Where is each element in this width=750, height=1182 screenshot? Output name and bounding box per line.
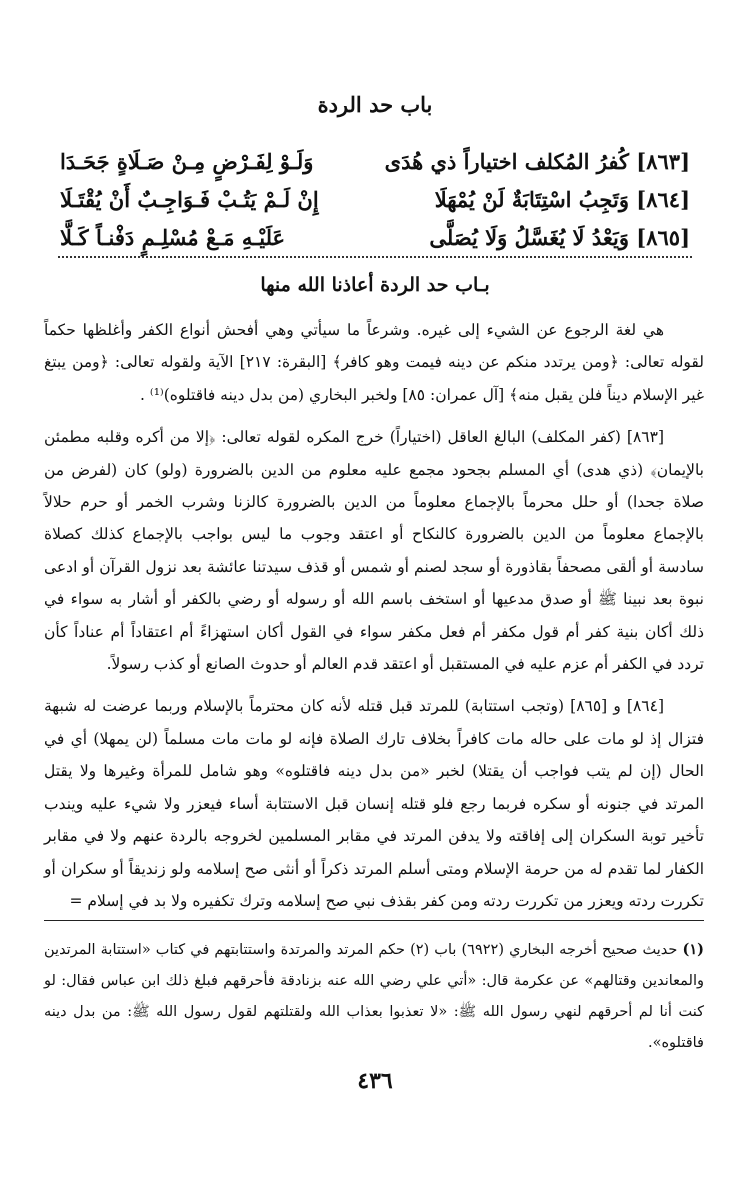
page-number: ٤٣٦ (357, 1068, 393, 1094)
verse-line (60, 143, 690, 181)
section-heading: بـاب حد الردة أعاذنا الله منها (260, 274, 490, 296)
verse-first-hemistich: [٨٦٥] وَيَعْدُ لَا يُغَسَّلُ وَلَا يُصَلَّى (429, 225, 690, 250)
paragraph: [٨٦٤] و [٨٦٥] (وتجب استتابة) للمرتد قبل قتله لأنه كان محترماً بالإسلام وربما عرضت له شبهة فتزال إذ لو مات على حاله مات كافراً بخلاف تارك الصلاة فإنه لو مات مات مسلماً (لن يمهلا) أي في الحال (إن لم يتب فواجب أن يقتلا) لخبر «من بدل دينه فاقتلوه» وهو شامل للمرأة وغيرها ولا يقتل المرتد في جنونه أو سكره فربما رجع فلو قتله إنسان قبل الاستتابة أساء فيعزر ولا شيء عليه ويندب تأخير توبة السكران إلى إفاقته ولا يدفن المرتد في مقابر المسلمين لخروجه بالردة عنهم ولا في مقابر الكفار لما تقدم له من حرمة الإسلام ومتى أسلم المرتد ذكراً أو أنثى صح إسلامه ولو زنديقاً أو سكران أو تكررت ردته ويعزر من تكررت ردته ومن كفر بقذف نبي صح إسلامه وترك تكفيره ولا بد في إسلام = (44, 697, 704, 910)
footnote-text: حديث صحيح أخرجه البخاري (٦٩٢٢) باب (٢) حكم المرتد والمرتدة واستتابتهم في كتاب «استتابة المرتدين والمعاندين وقتالهم» عن عكرمة قال: «أتي علي رضي الله عنه بزنادقة فأحرقهم فبلغ ذلك ابن عباس فقال: لو كنت أنا لم أحرقهم لنهي رسول الله ﷺ: «لا تعذبوا بعذاب الله ولقتلتهم لقول رسول الله ﷺ: من بدل دينه فاقتلوه». (44, 942, 704, 1051)
footnote (44, 934, 704, 1059)
verse-line (60, 181, 690, 219)
verse-second-hemistich: عَلَيْـهِ مَـعْ مُسْلِـمٍ دَفْنـاً كَـلَّا (60, 225, 286, 250)
poem-verses (60, 143, 690, 257)
dotted-separator (58, 256, 692, 258)
commentary-text (44, 314, 704, 927)
paragraph: هي لغة الرجوع عن الشيء إلى غيره. وشرعاً ما سيأتي وهي أفحش أنواع الكفر وأغلظها حكماً لقوله تعالى: ﴿ومن يرتدد منكم عن دينه فيمت وهو كافر﴾ [البقرة: ٢١٧] الآية ولقوله تعالى: ﴿ومن يبتغ غير الإسلام ديناً فلن يقبل منه﴾ [آل عمران: ٨٥] ولخبر البخاري (من بدل دينه فاقتلوه)⁽¹⁾ . (44, 321, 704, 404)
verse-line (60, 219, 690, 257)
verse-first-hemistich: [٨٦٣] كُفرُ المُكلف اختياراً ذي هُدَى (384, 149, 690, 174)
verse-second-hemistich: إِنْ لَـمْ يَتُـبْ فَـوَاجِـبٌ أَنْ يُقْتَـلَا (60, 187, 319, 212)
chapter-title: باب حد الردة (317, 92, 433, 117)
paragraph: [٨٦٣] (كفر المكلف) البالغ العاقل (اختياراً) خرج المكره لقوله تعالى: ﴿إلا من أكره وقلبه مطمئن بالإيمان﴾ (ذي هدى) أي المسلم بجحود مجمع عليه معلوم من الدين بالضرورة (ولو) كان (لفرض من صلاة جحدا) أو حلل محرماً بالإجماع معلوماً من الدين بالضرورة كالزنا وشرب الخمر أو حرم حلالاً بالإجماع معلوماً من الدين بالضرورة كالنكاح أو اعتقد وجوب ما ليس بواجب بالإجماع كذلك كصلاة سادسة أو ألقى مصحفاً بقاذورة أو سجد لصنم أو شمس أو قذف سيدتنا عائشة بعد نزول القرآن أو ادعى نبوة بعد نبينا ﷺ أو صدق مدعيها أو استخف باسم الله أو رسوله أو رضي بالكفر أو أشار به سواء في ذلك أكان بنية كفر أم قول مكفر أم فعل مكفر سواء في القول أكان استهزاءً أم اعتقاداً أم عناداً كأن تردد في الكفر أم عزم عليه في المستقبل أو اعتقد قدم العالم أو حدوث الصانع أو كذب رسولاً. (44, 428, 704, 674)
verse-second-hemistich: وَلَـوْ لِفَـرْضٍ مِـنْ صَـلَاةٍ جَحَـدَا (60, 149, 314, 174)
verse-first-hemistich: [٨٦٤] وَتَجِبُ اسْتِتَابَةٌ لَنْ يُمْهَلَا (434, 187, 690, 212)
footnote-number: (١) (682, 941, 705, 958)
footnote-rule (44, 920, 704, 921)
